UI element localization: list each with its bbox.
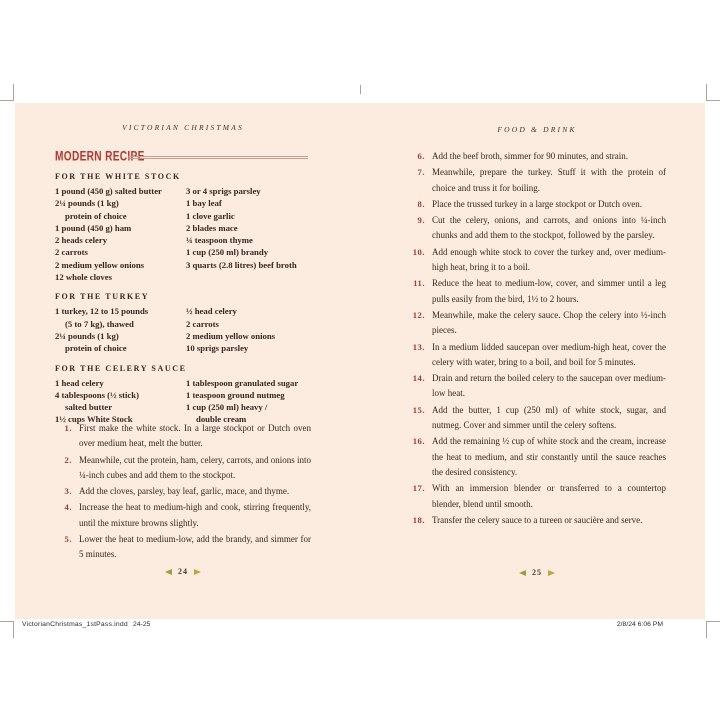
recipe-step — [408, 165, 666, 196]
recipe-step — [408, 513, 666, 528]
step-text: Add enough white stock to cover the turkey and, over medium-high heat, bring it to a boil. — [432, 246, 666, 273]
ingredient-line: 2 medium yellow onions — [55, 259, 145, 270]
section-title: FOR THE TURKEY — [55, 292, 150, 302]
step-number: 15. — [412, 404, 425, 415]
step-text: Meanwhile, make the celery sauce. Chop the celery into ½-inch pieces. — [432, 309, 666, 336]
ingredient-line: protein of choice — [65, 343, 127, 354]
section-title: FOR THE CELERY SAUCE — [55, 363, 187, 373]
step-number: 12. — [412, 309, 425, 320]
recipe-step — [408, 149, 666, 164]
step-number: 13. — [412, 341, 425, 352]
right-page-number: 25 — [532, 568, 542, 577]
ingredient-line: salted butter — [65, 402, 113, 413]
left-running-head: VICTORIAN CHRISTMAS — [122, 123, 244, 132]
ingredient-line: 1 head celery — [55, 377, 104, 388]
step-number: 3. — [64, 486, 72, 497]
recipe-step — [408, 213, 666, 244]
crop-mark-top-left-h — [0, 100, 13, 101]
ingredient-line: ½ head celery — [186, 306, 237, 317]
ingredient-line: 12 whole cloves — [55, 272, 112, 283]
ingredient-column — [186, 305, 311, 354]
ingredient-line: 1 cup (250 ml) heavy / — [186, 402, 268, 413]
ingredient-line: 2 blades mace — [186, 222, 238, 233]
ingredient-column — [186, 185, 311, 283]
ingredient-line: 1 bay leaf — [186, 198, 222, 209]
recipe-step — [55, 421, 311, 452]
step-text: Place the trussed turkey in a large stockpot or Dutch oven. — [432, 198, 643, 209]
step-number: 5. — [64, 534, 72, 545]
right-running-head: FOOD & DRINK — [497, 125, 577, 134]
ingredient-line: 2¼ pounds (1 kg) — [55, 330, 119, 341]
step-number: 11. — [413, 278, 425, 289]
ingredient-line: double cream — [196, 414, 247, 425]
crop-mark-top-left-v — [13, 84, 14, 101]
ingredient-column — [55, 185, 186, 283]
section-celery-sauce — [55, 364, 311, 426]
page-arrow-right-icon — [548, 570, 555, 576]
step-number: 17. — [412, 483, 425, 494]
step-number: 6. — [417, 151, 425, 161]
recipe-step — [408, 371, 666, 402]
recipe-rule — [128, 156, 308, 159]
step-number: 10. — [412, 246, 425, 257]
step-text: In a medium lidded saucepan over medium-high heat, cover the celery with water, bring to a boil, and boil for 5 minutes. — [432, 341, 666, 367]
left-page-footer — [55, 567, 311, 576]
ingredient-line: (5 to 7 kg), thawed — [65, 318, 134, 329]
section-title: FOR THE WHITE STOCK — [55, 172, 181, 181]
ingredient-line: 4 tablespoons (½ stick) — [55, 389, 139, 400]
step-number: 14. — [412, 373, 425, 384]
ingredient-line: 1 teaspoon ground nutmeg — [186, 389, 285, 400]
ingredient-line: 2 carrots — [186, 318, 219, 329]
ingredient-line: 2 carrots — [55, 247, 88, 258]
crop-mark-top-right-v — [706, 84, 707, 101]
step-number: 18. — [412, 514, 425, 525]
steps-list-right — [408, 149, 666, 529]
step-text: Increase the heat to medium-high and cook, stirring frequently, until the mixture browns slightly. — [79, 502, 311, 528]
step-text: Add the butter, 1 cup (250 ml) of white stock, sugar, and nutmeg. Cover and simmer until the celery softens. — [432, 404, 666, 431]
recipe-step — [408, 245, 666, 276]
slug-datetime: 2/8/24 6:06 PM — [616, 621, 663, 628]
ingredient-column — [55, 377, 186, 426]
ingredient-line: 1 tablespoon granulated sugar — [186, 377, 299, 388]
proof-slug-line — [0, 618, 720, 630]
ingredient-line: 2¼ pounds (1 kg) — [55, 198, 119, 209]
step-text: Meanwhile, prepare the turkey. Stuff it with the protein of choice and truss it for boiling. — [432, 167, 666, 193]
recipe-step — [408, 481, 666, 512]
step-number: 1. — [64, 423, 72, 433]
step-text: Add the remaining ½ cup of white stock and the cream, increase the heat to medium, and stir constantly until the sauce reaches the desired consistency. — [432, 436, 666, 477]
step-text: Drain and return the boiled celery to the saucepan over medium-low heat. — [432, 373, 666, 399]
ingredient-line: ¼ teaspoon thyme — [186, 235, 253, 246]
step-number: 4. — [64, 502, 72, 513]
section-turkey — [55, 292, 311, 354]
step-number: 8. — [417, 198, 425, 209]
slug-page-range: 24-25 — [133, 621, 151, 628]
ingredient-column — [55, 305, 186, 354]
ingredient-line: 10 sprigs parsley — [186, 343, 249, 354]
ingredients-block — [55, 172, 311, 435]
step-text: Reduce the heat to medium-low, cover, and simmer until a leg pulls easily from the bird, 1½ to 2 hours. — [432, 278, 666, 304]
step-number: 16. — [412, 436, 425, 447]
ingredient-line: 1 turkey, 12 to 15 pounds — [55, 306, 149, 317]
recipe-step — [55, 484, 311, 499]
recipe-step — [408, 197, 666, 212]
ingredient-line: 1 pound (450 g) salted butter — [55, 186, 162, 196]
recipe-step — [408, 434, 666, 480]
recipe-label: MODERN RECIPE — [55, 148, 145, 164]
ingredient-column — [186, 377, 311, 426]
step-number: 9. — [417, 215, 425, 226]
step-number: 2. — [64, 454, 72, 465]
step-text: First make the white stock. In a large stockpot or Dutch oven over medium heat, melt the butter. — [79, 423, 311, 449]
ingredient-line: 1½ cups White Stock — [55, 414, 133, 425]
ingredient-line: 1 clove garlic — [186, 210, 235, 221]
ingredient-line: 1 cup (250 ml) brandy — [186, 247, 269, 258]
right-page-footer — [408, 568, 666, 577]
recipe-step — [408, 276, 666, 307]
step-text: With an immersion blender or transferred to a countertop blender, blend until smooth. — [432, 483, 666, 509]
section-white-stock — [55, 172, 311, 283]
steps-list-left — [55, 421, 311, 564]
recipe-step — [55, 453, 311, 484]
ingredient-line: 2 heads celery — [55, 235, 108, 246]
slug-filename: VictorianChristmas_1stPass.indd — [22, 621, 128, 628]
step-text: Transfer the celery sauce to a tureen or saucière and serve. — [432, 514, 643, 525]
ingredient-line: 3 quarts (2.8 litres) beef broth — [186, 259, 297, 270]
fold-mark-top-center — [360, 85, 361, 94]
page-arrow-left-icon — [519, 570, 526, 576]
ingredient-line: 3 or 4 sprigs parsley — [186, 186, 261, 196]
page-arrow-left-icon — [165, 569, 172, 575]
ingredient-line: 1 pound (450 g) ham — [55, 222, 132, 233]
page-arrow-right-icon — [194, 569, 201, 575]
ingredient-line: protein of choice — [65, 210, 127, 221]
step-text: Add the beef broth, simmer for 90 minutes, and strain. — [432, 151, 628, 161]
ingredient-line: 2 medium yellow onions — [186, 330, 276, 341]
step-text: Cut the celery, onions, and carrots, and onions into ¼-inch chunks and add them to the stockpot, followed by the parsley. — [432, 215, 666, 241]
recipe-step — [408, 308, 666, 339]
left-page-number: 24 — [178, 567, 188, 576]
step-number: 7. — [417, 167, 425, 178]
step-text: Meanwhile, cut the protein, ham, celery, carrots, and onions into ¼-inch cubes and add them to the stockpot. — [79, 454, 311, 480]
recipe-step — [55, 500, 311, 531]
recipe-step — [408, 340, 666, 371]
recipe-step — [55, 532, 311, 563]
step-text: Add the cloves, parsley, bay leaf, garlic, mace, and thyme. — [79, 486, 290, 497]
recipe-step — [408, 403, 666, 434]
crop-mark-top-right-h — [707, 100, 720, 101]
step-text: Lower the heat to medium-low, add the brandy, and simmer for 5 minutes. — [79, 534, 311, 560]
